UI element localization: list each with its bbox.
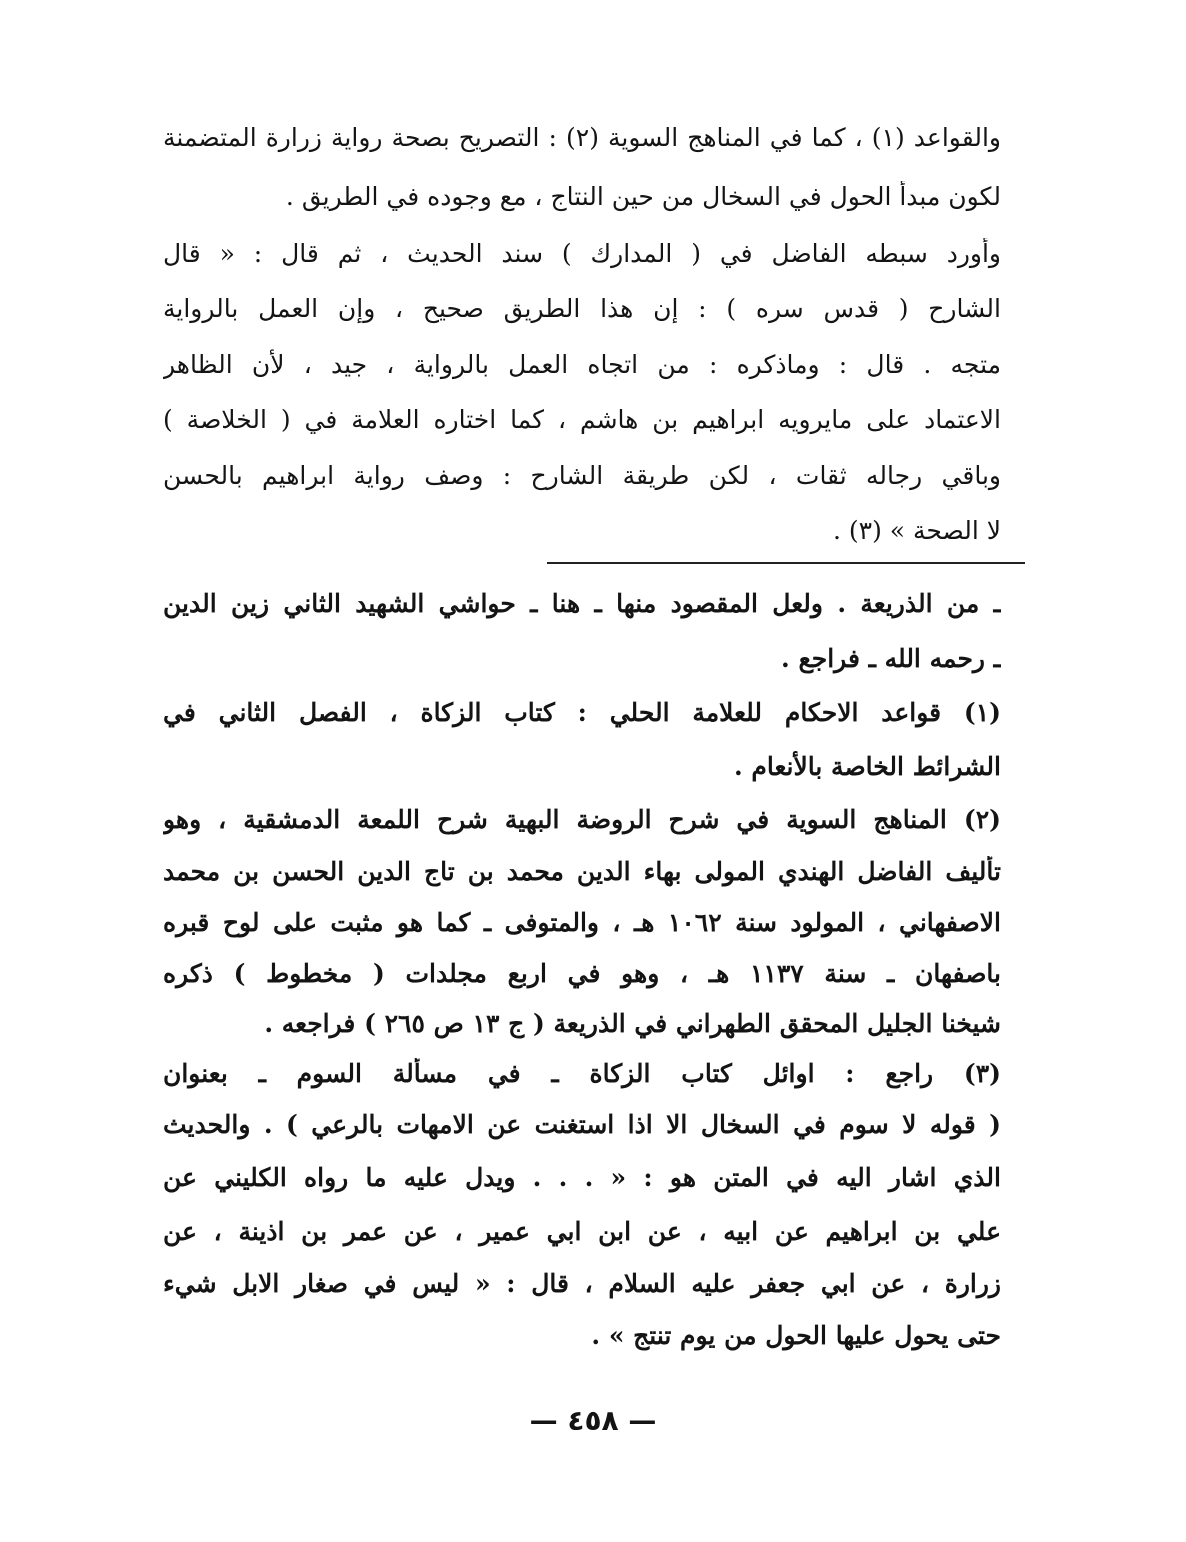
- footnote-line: الاصفهاني ، المولود سنة ١٠٦٢ هـ ، والمتوفى ـ كما هو مثبت على لوح قبره: [163, 908, 1001, 937]
- footnote-line: الذي اشار اليه في المتن هو : « . . . ويدل عليه ما رواه الكليني عن: [163, 1163, 1001, 1192]
- footnote-line: ـ رحمه الله ـ فراجع .: [781, 644, 1001, 673]
- main-text-line: وأورد سبطه الفاضل في ( المدارك ) سند الحديث ، ثم قال : « قال: [163, 239, 1001, 268]
- footnote-line: شيخنا الجليل المحقق الطهراني في الذريعة ( ج ١٣ ص ٢٦٥ ) فراجعه .: [264, 1009, 1001, 1038]
- main-text-line: والقواعد (١) ، كما في المناهج السوية (٢) : التصريح بصحة رواية زرارة المتضمنة: [163, 123, 1001, 152]
- footnote-line: باصفهان ـ سنة ١١٣٧ هـ ، وهو في اربع مجلدات ( مخطوط ) ذكره: [163, 959, 1001, 988]
- footnote-line: حتى يحول عليها الحول من يوم تنتج » .: [591, 1321, 1001, 1350]
- footnote-line: زرارة ، عن ابي جعفر عليه السلام ، قال : « ليس في صغار الابل شيء: [163, 1269, 1001, 1298]
- main-text-line: الشارح ( قدس سره ) : إن هذا الطريق صحيح ، وإن العمل بالرواية: [163, 294, 1001, 323]
- page-number: — ٤٥٨ —: [529, 1404, 657, 1437]
- footnote-line: تأليف الفاضل الهندي المولى بهاء الدين محمد بن تاج الدين الحسن بن محمد: [163, 857, 1001, 886]
- footnote-line: (١) قواعد الاحكام للعلامة الحلي : كتاب الزكاة ، الفصل الثاني في: [163, 698, 1001, 727]
- main-text-line: متجه . قال : وماذكره : من اتجاه العمل بالرواية ، جيد ، لأن الظاهر: [163, 350, 1001, 379]
- main-text-line: وباقي رجاله ثقات ، لكن طريقة الشارح : وصف رواية ابراهيم بالحسن: [163, 461, 1001, 490]
- footnote-line: ( قوله لا سوم في السخال الا اذا استغنت عن الامهات بالرعي ) . والحديث: [163, 1110, 1001, 1139]
- footnote-line: علي بن ابراهيم عن ابيه ، عن ابن ابي عمير ، عن عمر بن اذينة ، عن: [163, 1217, 1001, 1246]
- footnote-line: (٢) المناهج السوية في شرح الروضة البهية شرح اللمعة الدمشقية ، وهو: [163, 805, 1001, 834]
- footnote-line: الشرائط الخاصة بالأنعام .: [733, 752, 1001, 781]
- main-text-line: لا الصحة » (٣) .: [832, 516, 1001, 545]
- footnote-line: ـ من الذريعة . ولعل المقصود منها ـ هنا ـ حواشي الشهيد الثاني زين الدين: [163, 589, 1001, 618]
- main-text-line: لكون مبدأ الحول في السخال من حين النتاج ، مع وجوده في الطريق .: [285, 182, 1001, 211]
- main-text-line: الاعتماد على مايرويه ابراهيم بن هاشم ، كما اختاره العلامة في ( الخلاصة ): [163, 405, 1001, 434]
- footnote-separator: [547, 562, 1025, 564]
- footnote-line: (٣) راجع : اوائل كتاب الزكاة ـ في مسألة السوم ـ بعنوان: [163, 1059, 1001, 1088]
